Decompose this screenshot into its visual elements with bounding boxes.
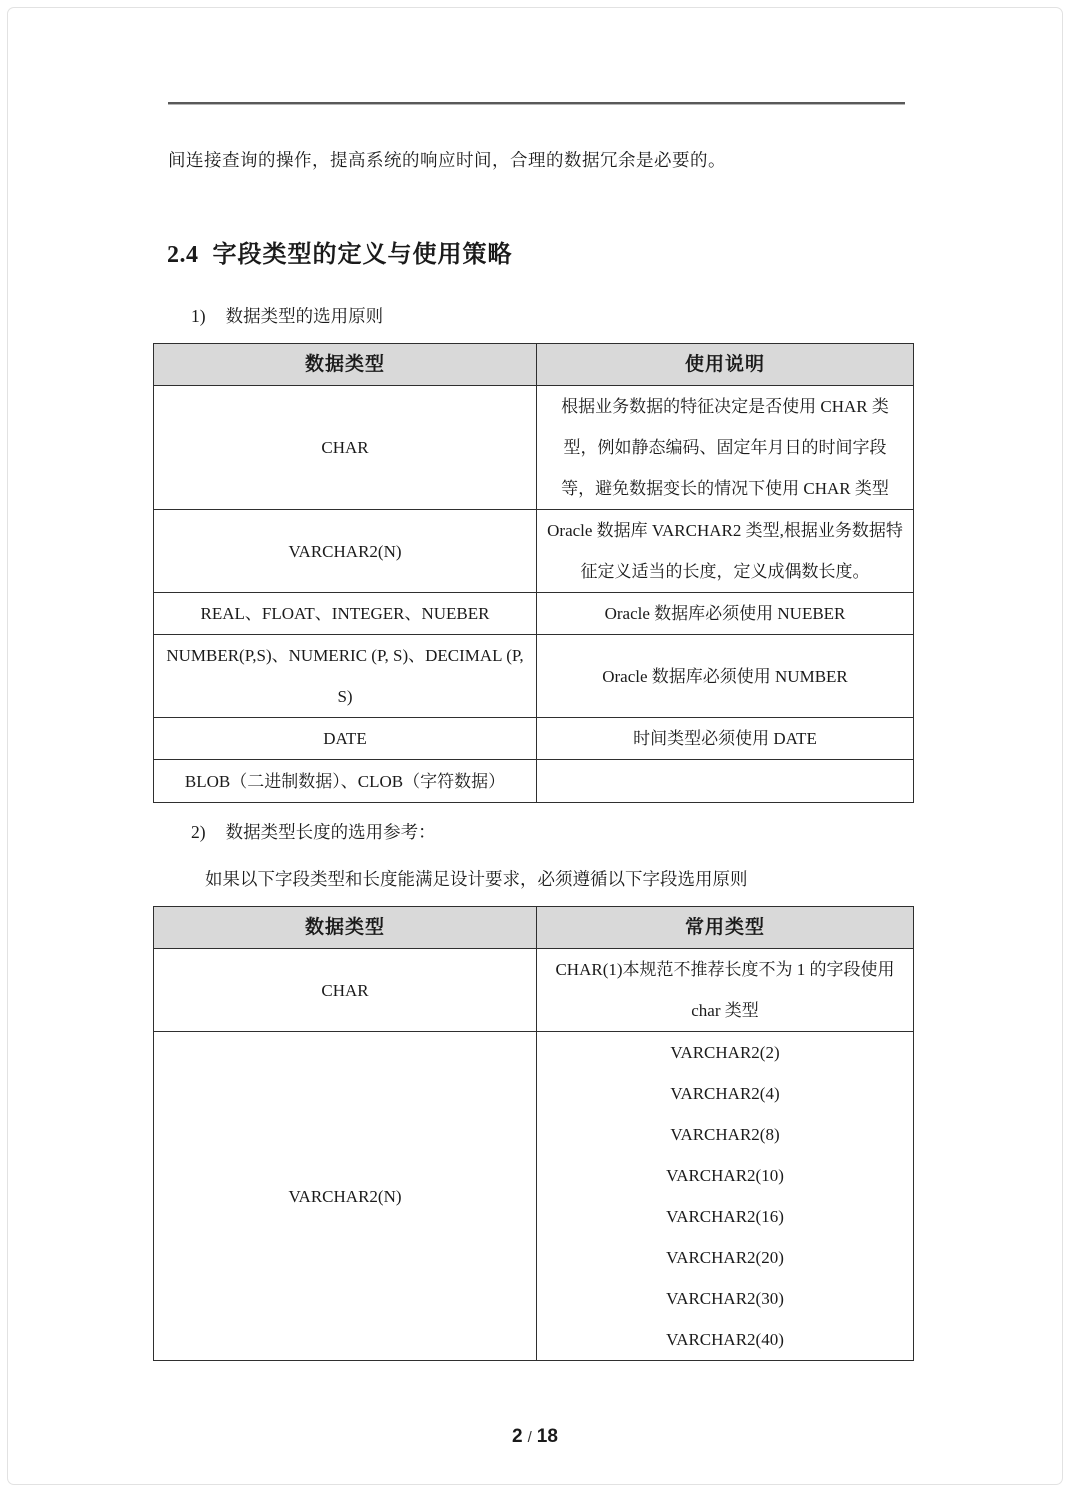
current-page-number: 2 [512,1426,523,1447]
varchar-length-item: VARCHAR2(10) [666,1166,784,1185]
varchar-length-item: VARCHAR2(8) [670,1125,780,1144]
cell-desc: Oracle 数据库 VARCHAR2 类型,根据业务数据特征定义适当的长度，定义成偶数长度。 [537,510,914,593]
table-row [154,1032,914,1361]
cell-desc: 根据业务数据的特征决定是否使用 CHAR 类型，例如静态编码、固定年月日的时间字段等，避免数据变长的情况下使用 CHAR 类型 [537,386,914,510]
cell-type: NUMBER(P,S)、NUMERIC (P, S)、DECIMAL (P, S) [154,635,537,718]
table-row [154,718,914,760]
cell-desc: 时间类型必须使用 DATE [537,718,914,760]
list-marker-2: 2) [191,822,206,842]
table-row [154,949,914,1032]
table1-header-usage: 使用说明 [537,344,914,386]
cell-type: VARCHAR2(N) [154,510,537,593]
cell-type: VARCHAR2(N) [154,1032,537,1361]
data-type-length-table [153,906,914,1361]
varchar-length-item: VARCHAR2(4) [670,1084,780,1103]
page-separator: / [527,1429,532,1446]
varchar-length-item: VARCHAR2(40) [666,1330,784,1349]
table-row [154,760,914,803]
page-footer [0,1426,1070,1448]
section-title: 字段类型的定义与使用策略 [212,241,513,268]
varchar-length-item: VARCHAR2(2) [670,1043,780,1062]
note-paragraph: 如果以下字段类型和长度能满足设计要求，必须遵循以下字段选用原则 [205,869,748,889]
list-text-1: 数据类型的选用原则 [225,306,384,326]
cell-desc: Oracle 数据库必须使用 NUMBER [537,635,914,718]
list-item-1 [191,303,1070,328]
cell-type: CHAR [154,949,537,1032]
varchar-length-item: VARCHAR2(20) [666,1248,784,1267]
table-row [154,510,914,593]
table2-header-common: 常用类型 [537,907,914,949]
total-pages: 18 [536,1426,558,1447]
data-type-principles-table [153,343,914,803]
table-row [154,635,914,718]
list-item-2 [191,819,1070,844]
intro-paragraph: 间连接查询的操作，提高系统的响应时间，合理的数据冗余是必要的。 [168,150,726,170]
table-header-row [154,907,914,949]
cell-type: REAL、FLOAT、INTEGER、NUEBER [154,593,537,635]
table-header-row [154,344,914,386]
cell-desc: Oracle 数据库必须使用 NUEBER [537,593,914,635]
varchar-length-list [547,1032,903,1360]
cell-varchar-list [537,1032,914,1361]
list-text-2: 数据类型长度的选用参考： [225,822,436,842]
header-divider-rule [168,102,905,105]
section-heading [167,234,1070,269]
cell-type: CHAR [154,386,537,510]
list-marker-1: 1) [191,306,206,326]
varchar-length-item: VARCHAR2(30) [666,1289,784,1308]
cell-desc: CHAR(1)本规范不推荐长度不为 1 的字段使用 char 类型 [537,949,914,1032]
cell-desc [537,760,914,803]
table2-header-type: 数据类型 [154,907,537,949]
varchar-length-item: VARCHAR2(16) [666,1207,784,1226]
table1-header-type: 数据类型 [154,344,537,386]
section-number: 2.4 [167,242,199,268]
table-row [154,386,914,510]
table-row [154,593,914,635]
cell-type: DATE [154,718,537,760]
cell-type: BLOB（二进制数据）、CLOB（字符数据） [154,760,537,803]
